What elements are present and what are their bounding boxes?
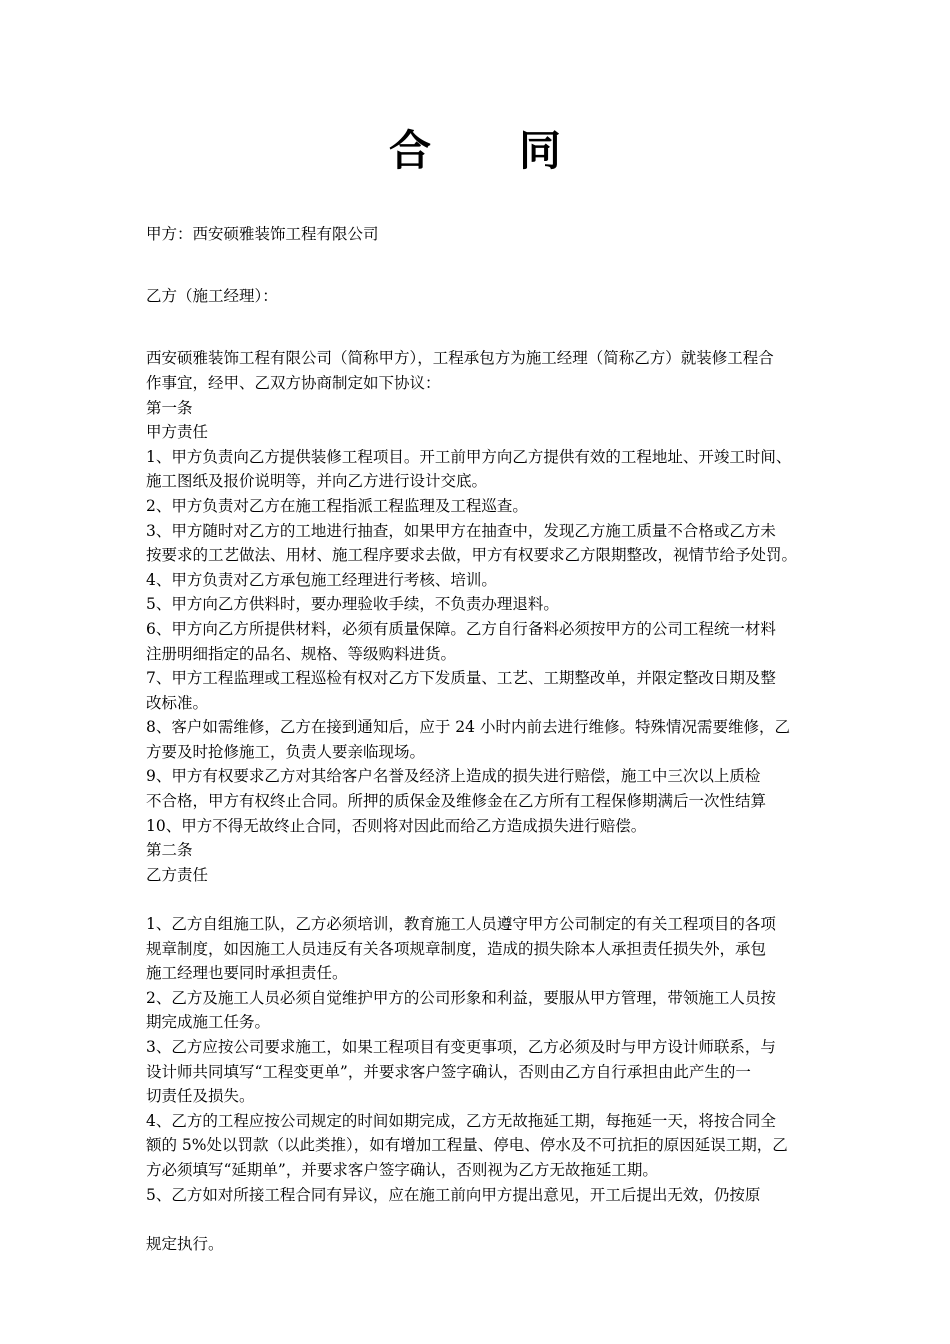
title-char-1: 合	[388, 126, 431, 175]
clause-line: 额的 5%处以罚款（以此类推），如有增加工程量、停电、停水及不可抗拒的原因延误工期，乙	[146, 1136, 788, 1155]
article1-subheading: 甲方责任	[146, 423, 209, 442]
clause-line: 5、乙方如对所接工程合同有异议，应在施工前向甲方提出意见，开工后提出无效，仍按原	[146, 1185, 761, 1204]
article2-subheading: 乙方责任	[146, 865, 209, 884]
clause-line: 4、乙方的工程应按公司规定的时间如期完成，乙方无故拖延工期，每拖延一天，将按合同全	[146, 1111, 776, 1130]
clause-line: 规章制度，如因施工人员违反有关各项规章制度，造成的损失除本人承担责任损失外，承包	[146, 939, 767, 958]
clause-line: 6、甲方向乙方所提供材料，必须有质量保障。乙方自行备料必须按甲方的公司工程统一材料	[146, 619, 776, 638]
clause-line: 1、甲方负责向乙方提供装修工程项目。开工前甲方向乙方提供有效的工程地址、开竣工时间、	[146, 447, 792, 466]
clause-line: 方必须填写“延期单”，并要求客户签字确认，否则视为乙方无故拖延工期。	[146, 1160, 658, 1179]
intro-line: 作事宜，经甲、乙双方协商制定如下协议：	[146, 373, 441, 392]
clause-line: 期完成施工任务。	[146, 1013, 271, 1032]
clause-line: 1、乙方自组施工队，乙方必须培训，教育施工人员遵守甲方公司制定的有关工程项目的各项	[146, 915, 776, 934]
clause-line: 2、乙方及施工人员必须自觉维护甲方的公司形象和利益，要服从甲方管理，带领施工人员按	[146, 988, 776, 1007]
page-title	[0, 118, 950, 178]
article1-heading: 第一条	[146, 398, 193, 417]
clause-line: 切责任及损失。	[146, 1087, 255, 1106]
clause-line: 按要求的工艺做法、用材、施工程序要求去做，甲方有权要求乙方限期整改，视情节给予处罚。	[146, 546, 798, 565]
party-a: 甲方：西安硕雅装饰工程有限公司	[146, 225, 379, 243]
intro-line: 西安硕雅装饰工程有限公司（简称甲方），工程承包方为施工经理（简称乙方）就装修工程合	[146, 349, 774, 368]
clause-line: 7、甲方工程监理或工程巡检有权对乙方下发质量、工艺、工期整改单，并限定整改日期及整	[146, 669, 776, 688]
clause-line: 施工图纸及报价说明等，并向乙方进行设计交底。	[146, 472, 488, 491]
clause-line: 5、甲方向乙方供料时，要办理验收手续，不负责办理退料。	[146, 595, 559, 614]
clause-line: 9、甲方有权要求乙方对其给客户名誉及经济上造成的损失进行赔偿，施工中三次以上质检	[146, 767, 761, 786]
clause-line: 3、乙方应按公司要求施工，如果工程项目有变更事项，乙方必须及时与甲方设计师联系，与	[146, 1038, 776, 1056]
clause-line: 方要及时抢修施工，负责人要亲临现场。	[146, 742, 426, 761]
article2-heading: 第二条	[146, 841, 193, 860]
clause-line: 10、甲方不得无故终止合同，否则将对因此而给乙方造成损失进行赔偿。	[146, 816, 647, 835]
clause-line: 不合格，甲方有权终止合同。所押的质保金及维修金在乙方所有工程保修期满后一次性结算	[146, 792, 767, 811]
clause-line: 设计师共同填写“工程变更单”，并要求客户签字确认，否则由乙方自行承担由此产生的一	[146, 1062, 751, 1081]
contract-body	[146, 222, 826, 1256]
clause-line: 4、甲方负责对乙方承包施工经理进行考核、培训。	[146, 570, 497, 589]
party-b: 乙方（施工经理）：	[146, 287, 278, 306]
article2-clauses	[146, 912, 826, 1207]
clause-line: 注册明细指定的品名、规格、等级购料进货。	[146, 644, 457, 663]
article2-tail: 规定执行。	[146, 1234, 224, 1253]
clause-line: 2、甲方负责对乙方在施工程指派工程监理及工程巡查。	[146, 496, 528, 515]
clause-line: 改标准。	[146, 693, 209, 712]
clause-line: 8、客户如需维修，乙方在接到通知后，应于 24 小时内前去进行维修。特殊情况需要维修，乙	[146, 718, 790, 737]
clause-line: 施工经理也要同时承担责任。	[146, 964, 348, 983]
clause-line: 3、甲方随时对乙方的工地进行抽查，如果甲方在抽查中，发现乙方施工质量不合格或乙方未	[146, 521, 776, 540]
title-char-2: 同	[519, 126, 562, 175]
article1-clauses	[146, 445, 826, 839]
